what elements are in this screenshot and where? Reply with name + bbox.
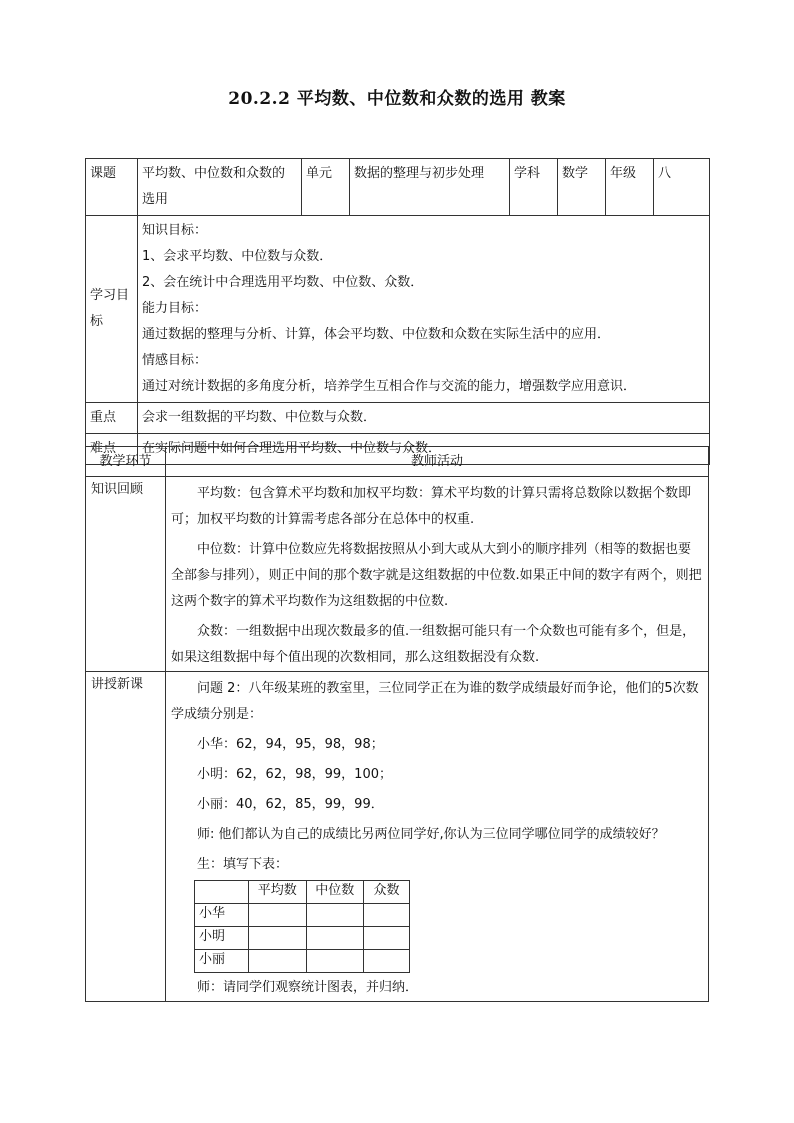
goals-line: 1、会求平均数、中位数与众数．	[142, 249, 333, 264]
unit-value: 数据的整理与初步处理	[350, 159, 510, 216]
summary-cell	[249, 927, 307, 950]
summary-cell	[364, 950, 410, 973]
teacher-question: 师: 他们都认为自己的成绩比另两位同学好,你认为三位同学哪位同学的成绩较好？	[197, 827, 665, 842]
summary-corner-cell	[195, 881, 249, 904]
key-point-text: 会求一组数据的平均数、中位数与众数．	[138, 403, 710, 434]
summary-header-median: 中位数	[306, 881, 364, 904]
summary-row-label: 小丽	[195, 950, 249, 973]
score-line: 小明：62，62，98，99，100；	[197, 767, 392, 782]
review-content	[166, 477, 709, 672]
lesson-info-table	[85, 158, 710, 465]
summary-cell	[364, 904, 410, 927]
course-label: 课题	[86, 159, 138, 216]
summary-cell	[249, 950, 307, 973]
summary-cell	[306, 927, 364, 950]
summary-header-mode: 众数	[364, 881, 410, 904]
summary-cell	[364, 927, 410, 950]
subject-value: 数学	[558, 159, 606, 216]
goals-label: 学习目标	[86, 216, 138, 403]
summary-cell	[306, 904, 364, 927]
goals-line: 2、会在统计中合理选用平均数、中位数、众数．	[142, 275, 424, 290]
summary-header-mean: 平均数	[249, 881, 307, 904]
teacher-conclusion: 师：请同学们观察统计图表，并归纳．	[197, 980, 419, 995]
unit-label: 单元	[302, 159, 350, 216]
goals-line: 能力目标：	[142, 301, 208, 316]
key-point-label: 重点	[86, 403, 138, 434]
goals-content	[138, 216, 710, 403]
goals-line: 通过对统计数据的多角度分析，培养学生互相合作与交流的能力，增强数学应用意识．	[142, 379, 637, 394]
activity-table	[85, 446, 709, 1002]
review-paragraph-mode: 众数：一组数据中出现次数最多的值.一组数据可能只有一个众数也可能有多个，但是，如果这组数据中每个值出现的次数相同，那么这组数据没有众数.	[171, 624, 696, 665]
subject-label: 学科	[510, 159, 558, 216]
score-line: 小华：62，94，95，98，98；	[197, 737, 384, 752]
goals-line: 知识目标：	[142, 223, 208, 238]
new-lesson-content	[166, 672, 709, 1002]
summary-row-label: 小华	[195, 904, 249, 927]
course-value: 平均数、中位数和众数的选用	[138, 159, 302, 216]
grade-value: 八	[654, 159, 710, 216]
col-header-stage: 教学环节	[86, 447, 166, 477]
student-instruction: 生：填写下表：	[197, 857, 289, 872]
score-summary-table	[194, 880, 410, 973]
col-header-teacher: 教师活动	[166, 447, 709, 477]
score-line: 小丽：40，62，85，99，99．	[197, 797, 384, 812]
summary-row-label: 小明	[195, 927, 249, 950]
new-lesson-label: 讲授新课	[86, 672, 166, 1002]
goals-line: 情感目标：	[142, 353, 208, 368]
review-paragraph-median: 中位数：计算中位数应先将数据按照从小到大或从大到小的顺序排列（相等的数据也要全部参与排列），则正中间的那个数字就是这组数据的中位数.如果正中间的数字有两个，则把这两个数字的算术平均数作为这组数据的中位数.	[171, 542, 702, 609]
difficulty-label: 难点	[86, 434, 138, 465]
review-paragraph-mean: 平均数：包含算术平均数和加权平均数：算术平均数的计算只需将总数除以数据个数即可；加权平均数的计算需考虑各部分在总体中的权重.	[171, 486, 692, 527]
problem-text: 问题 2：八年级某班的教室里，三位同学正在为谁的数学成绩最好而争论，他们的5次数学成绩分别是：	[171, 681, 699, 722]
summary-cell	[306, 950, 364, 973]
summary-cell	[249, 904, 307, 927]
difficulty-text: 在实际问题中如何合理选用平均数、中位数与众数．	[138, 434, 710, 465]
review-label: 知识回顾	[86, 477, 166, 672]
grade-label: 年级	[606, 159, 654, 216]
page-title: 20.2.2 平均数、中位数和众数的选用 教案	[228, 89, 566, 109]
goals-line: 通过数据的整理与分析、计算，体会平均数、中位数和众数在实际生活中的应用．	[142, 327, 611, 342]
